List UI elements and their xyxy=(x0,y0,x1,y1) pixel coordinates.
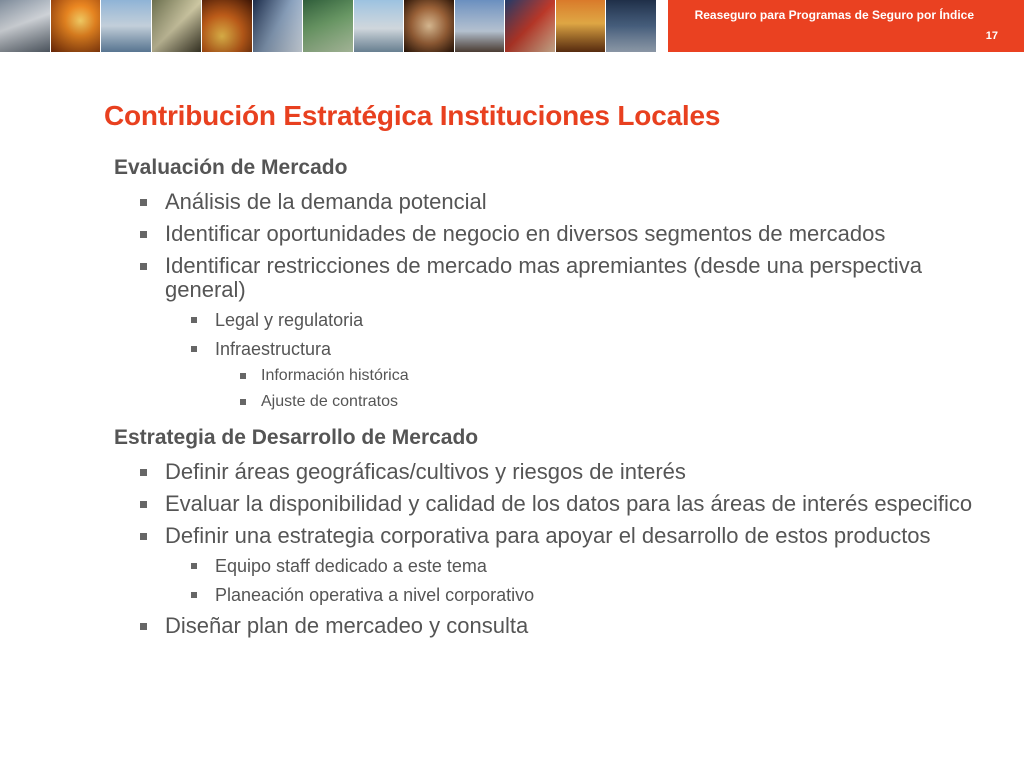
sub-list-item xyxy=(114,338,974,360)
list-item xyxy=(114,222,974,246)
list-item-text: Información histórica xyxy=(261,367,409,384)
square-bullet-icon xyxy=(140,501,147,508)
list-item-text: Identificar restricciones de mercado mas apremiantes (desde una perspectiva general) xyxy=(165,253,922,302)
square-bullet-icon xyxy=(240,399,246,405)
banner-photo-sunset-field xyxy=(51,0,102,52)
square-bullet-icon xyxy=(240,373,246,379)
presentation-title: Reaseguro para Programas de Seguro por Índice xyxy=(694,8,974,22)
list-item-text: Evaluar la disponibilidad y calidad de los datos para las áreas de interés especifico xyxy=(165,491,973,516)
list-item-text: Infraestructura xyxy=(215,339,332,359)
banner-photo-sun-wheat xyxy=(202,0,253,52)
list-item xyxy=(114,190,974,214)
banner-photo-oil-pumpjack xyxy=(152,0,203,52)
sub-list-item xyxy=(114,584,974,606)
sub-list-item xyxy=(114,555,974,577)
square-bullet-icon xyxy=(191,317,197,323)
list-item xyxy=(114,524,974,548)
square-bullet-icon xyxy=(140,263,147,270)
banner-photo-crops xyxy=(303,0,354,52)
square-bullet-icon xyxy=(140,231,147,238)
banner-photo-crane-sunset xyxy=(556,0,607,52)
banner-photo-brain-scan xyxy=(404,0,455,52)
list-item-text: Definir una estrategia corporativa para apoyar el desarrollo de estos productos xyxy=(165,523,931,548)
square-bullet-icon xyxy=(191,592,197,598)
square-bullet-icon xyxy=(140,623,147,630)
square-bullet-icon xyxy=(191,346,197,352)
square-bullet-icon xyxy=(140,199,147,206)
sub-sub-list-item xyxy=(114,366,974,386)
list-item-text: Planeación operativa a nivel corporativo xyxy=(215,585,535,605)
slide-content xyxy=(114,154,974,638)
list-item-text: Equipo staff dedicado a este tema xyxy=(215,556,487,576)
header-panel xyxy=(668,0,1024,52)
banner-photo-factory-chimneys xyxy=(455,0,506,52)
list-item-text: Legal y regulatoria xyxy=(215,310,364,330)
list-item-text: Identificar oportunidades de negocio en diversos segmentos de mercados xyxy=(165,221,886,246)
list-item-text: Definir áreas geográficas/cultivos y riesgos de interés xyxy=(165,459,686,484)
bullet-list xyxy=(114,460,974,638)
sub-sub-list-item xyxy=(114,392,974,412)
list-item-text: Diseñar plan de mercadeo y consulta xyxy=(165,613,529,638)
square-bullet-icon xyxy=(191,563,197,569)
section-market-evaluation xyxy=(114,154,974,412)
square-bullet-icon xyxy=(140,533,147,540)
list-item-text: Análisis de la demanda potencial xyxy=(165,189,487,214)
list-item xyxy=(114,614,974,638)
section-heading: Estrategia de Desarrollo de Mercado xyxy=(114,426,479,449)
banner-photo-skyscrapers xyxy=(253,0,304,52)
list-item xyxy=(114,492,974,516)
sub-list-item xyxy=(114,309,974,331)
list-item-text: Ajuste de contratos xyxy=(261,393,398,410)
banner-photo-city-buildings xyxy=(505,0,556,52)
square-bullet-icon xyxy=(140,469,147,476)
section-market-development-strategy xyxy=(114,424,974,638)
slide-title: Contribución Estratégica Instituciones Locales xyxy=(104,100,721,131)
header-banner xyxy=(0,0,1024,52)
banner-photo-sea-horizon xyxy=(354,0,405,52)
list-item xyxy=(114,254,974,302)
list-item xyxy=(114,460,974,484)
section-heading: Evaluación de Mercado xyxy=(114,156,348,179)
photo-strip xyxy=(0,0,668,52)
bullet-list xyxy=(114,190,974,412)
banner-photo-hurricane-satellite xyxy=(101,0,152,52)
banner-photo-oil-tanks xyxy=(0,0,51,52)
slide-number: 17 xyxy=(985,30,998,42)
banner-photo-ship xyxy=(606,0,657,52)
